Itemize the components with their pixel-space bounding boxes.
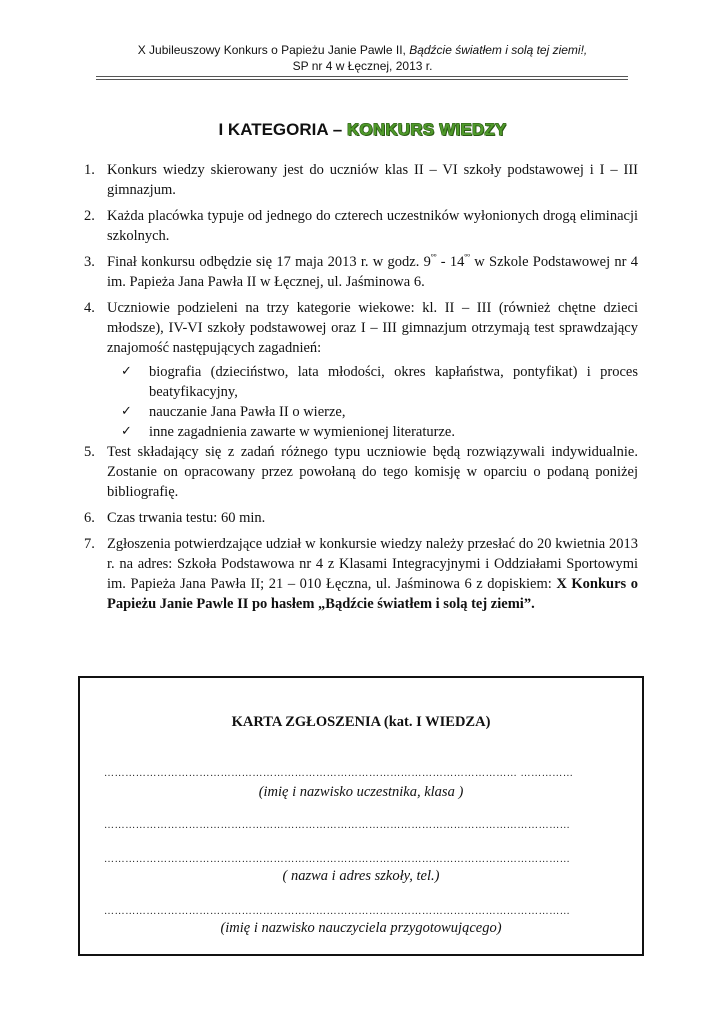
sublist-text: biografia (dzieciństwo, lata młodości, okres kapłaństwa, pontyfikat) i proces beatyfikacyjny, xyxy=(149,364,638,400)
header-line2: SP nr 4 w Łęcznej, 2013 r. xyxy=(292,59,433,73)
student-name-field[interactable]: ……………………………………………………………………………………………………… …………… xyxy=(104,768,574,779)
checkmark-icon: ✓ xyxy=(121,404,132,419)
header-line1: X Jubileuszowy Konkurs o Papieżu Janie Pawle II, xyxy=(137,43,410,57)
item-text: - 14 xyxy=(436,254,465,270)
item-number: 5. xyxy=(84,444,95,460)
page-header xyxy=(0,42,725,74)
title-prefix: I KATEGORIA – xyxy=(218,120,347,139)
registration-form xyxy=(78,676,644,956)
list-item-2 xyxy=(84,206,638,246)
page-title xyxy=(0,120,725,140)
checkmark-icon: ✓ xyxy=(121,424,132,439)
sublist-item-2 xyxy=(107,402,638,422)
item-number: 3. xyxy=(84,254,95,270)
student-name-caption: (imię i nazwisko uczestnika, klasa ) xyxy=(258,784,464,800)
header-divider-second xyxy=(96,79,628,80)
time-superscript: ºº xyxy=(430,252,437,263)
item-number: 1. xyxy=(84,162,95,178)
list-item-5 xyxy=(84,442,638,502)
sublist-item-3 xyxy=(107,422,638,442)
student-extra-field[interactable]: …………………………………………………………………………………………………………………… xyxy=(104,820,571,831)
item-number: 7. xyxy=(84,536,95,552)
item-bold-text: X Konkurs o Papieżu Janie Pawle II po hasłem „Bądźcie światłem i solą tej ziemi”. xyxy=(107,576,638,612)
teacher-name-field[interactable]: …………………………………………………………………………………………………………………… xyxy=(104,906,571,917)
list-item-1 xyxy=(84,160,638,200)
list-item-3 xyxy=(84,252,638,292)
checkmark-icon: ✓ xyxy=(121,364,132,379)
sublist-text: inne zagadnienia zawarte w wymienionej literaturze. xyxy=(149,424,455,440)
list-item-4 xyxy=(84,298,638,358)
time-superscript: ºº xyxy=(464,252,470,263)
title-accent: KONKURS WIEDZY xyxy=(346,120,507,139)
item-text: Zgłoszenia potwierdzające udział w konkursie wiedzy należy przesłać do 20 kwietnia 2013 r. na adres: Szkoła Podstawowa nr 4 z Klasami Integracyjnymi i Oddziałami Sportowymi im. Papieża Jana Pawła II; 21 – 010 Łęczna, ul. Jaśminowa 6 z dopiskiem: xyxy=(107,536,638,592)
item-number: 6. xyxy=(84,510,95,526)
form-title: KARTA ZGŁOSZENIA (kat. I WIEDZA) xyxy=(231,714,491,730)
item-text: Test składający się z zadań różnego typu uczniowie będą rozwiązywali indywidualnie. Zostanie on opracowany przez powołaną do tego komisję w oparciu o podaną poniżej bibliografię. xyxy=(107,444,638,500)
header-divider xyxy=(96,76,628,77)
item-text: Czas trwania testu: 60 min. xyxy=(107,510,266,526)
item-text: Każda placówka typuje od jednego do czterech uczestników wyłonionych drogą eliminacji szkolnych. xyxy=(107,208,638,244)
school-field[interactable]: …………………………………………………………………………………………………………………… xyxy=(104,854,571,865)
header-motto: Bądźcie światłem i solą tej ziemi!, xyxy=(409,43,588,57)
sublist-text: nauczanie Jana Pawła II o wierze, xyxy=(149,404,346,420)
item-number: 2. xyxy=(84,208,95,224)
item-text: w Szkole Podstawowej nr 4 im. Papieża Jana Pawła II w Łęcznej, ul. Jaśminowa 6. xyxy=(107,254,638,290)
list-item-7 xyxy=(84,534,638,614)
school-caption: ( nazwa i adres szkoły, tel.) xyxy=(282,868,440,884)
teacher-name-caption: (imię i nazwisko nauczyciela przygotowującego) xyxy=(220,920,502,936)
item-text: Uczniowie podzieleni na trzy kategorie wiekowe: kl. II – III (również chętne dzieci młodsze), IV-VI szkoły podstawowej oraz I – III gimnazjum otrzymają test sprawdzający znajomość następujących zagadnień: xyxy=(107,300,638,356)
item-text: Konkurs wiedzy skierowany jest do uczniów klas II – VI szkoły podstawowej i I – III gimnazjum. xyxy=(107,162,638,198)
list-item-6 xyxy=(84,508,638,528)
rules-list xyxy=(84,160,638,614)
item-number: 4. xyxy=(84,300,95,316)
item-text: Finał konkursu odbędzie się 17 maja 2013 r. w godz. 9 xyxy=(107,254,431,270)
sublist-item-1 xyxy=(107,362,638,402)
